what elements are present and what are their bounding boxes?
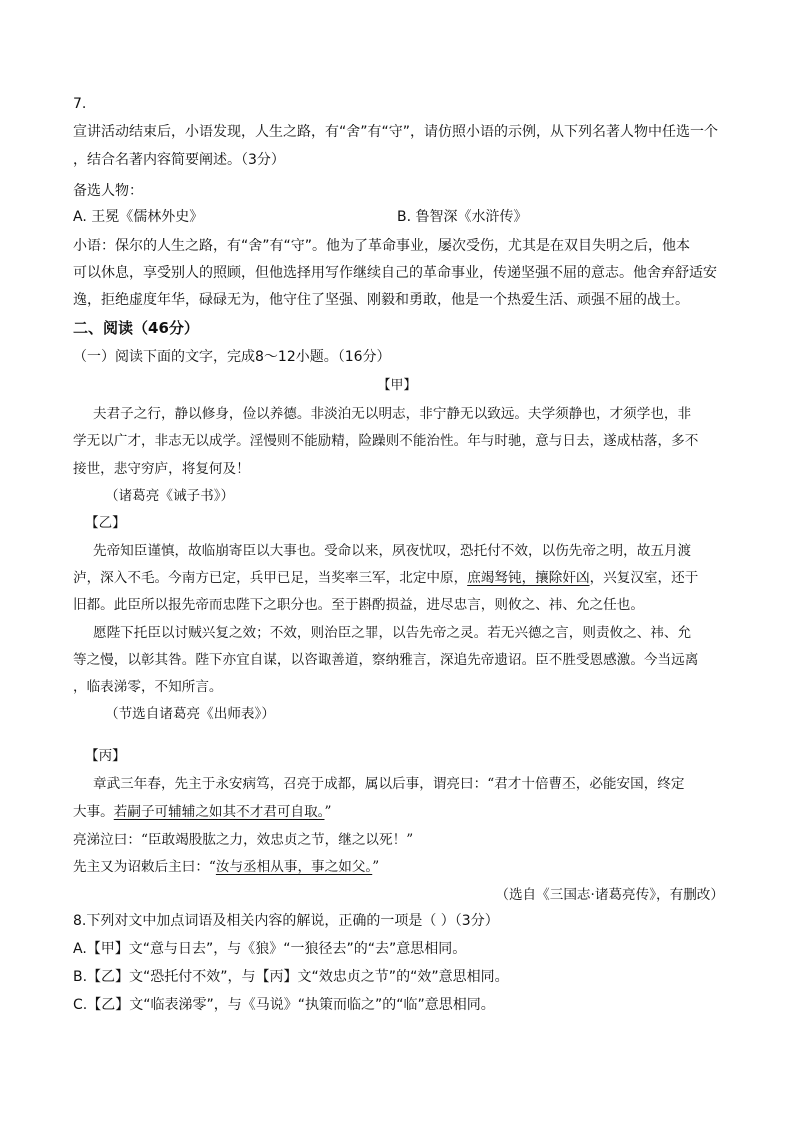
question-8-stem: 8.下列对文中加点词语及相关内容的解说，正确的一项是（ ）（3分） bbox=[73, 913, 499, 929]
option-b: B. 鲁智深《水浒传》 bbox=[397, 209, 528, 225]
passage-yi-line2-end: ，兴复汉室，还于 bbox=[589, 570, 699, 586]
question-8-option-a: A.【甲】文“意与日去”，与《狼》“一狼径去”的“去”意思相同。 bbox=[73, 941, 467, 957]
question-8-option-b: B.【乙】文“恐托付不效”，与【丙】文“效忠贞之节”的“效”意思相同。 bbox=[73, 969, 509, 985]
passage-yi-line2-start: 泸，深入不毛。今南方已定，兵甲已足，当奖率三军，北定中原， bbox=[73, 570, 468, 586]
passage-jia-line1: 夫君子之行，静以修身，俭以养德。非淡泊无以明志，非宁静无以致远。夫学须静也，才须学也，非 bbox=[93, 406, 692, 422]
passage-bing-line2 bbox=[73, 800, 331, 820]
passage-bing-line2-end: ” bbox=[324, 804, 332, 820]
option-a: A. 王冕《儒林外史》 bbox=[73, 209, 204, 225]
passage-yi-line2 bbox=[73, 566, 698, 586]
question-8-option-c: C.【乙】文“临表涕零”，与《马说》“执策而临之”的“临”意思相同。 bbox=[73, 997, 495, 1013]
passage-bing-source: （选自《三国志·诸葛亮传》，有删改） bbox=[495, 887, 724, 903]
part-1-intro: （一）阅读下面的文字，完成8～12小题。（16分） bbox=[73, 349, 391, 365]
example-line1: 小语：保尔的人生之路，有“舍”有“守”。他为了革命事业，屡次受伤，尤其是在双目失明之后，他本 bbox=[73, 238, 691, 254]
passage-yi-line5: 等之慢，以彰其咎。陛下亦宜自谋，以咨诹善道，察纳雅言，深追先帝遗诏。臣不胜受恩感激。今当远离 bbox=[73, 652, 699, 668]
candidates-label: 备选人物： bbox=[73, 183, 143, 199]
passage-jia-line3: 接世，悲守穷庐，将复何及！ bbox=[73, 461, 250, 477]
passage-yi-source: （节选自诸葛亮《出师表》） bbox=[105, 706, 275, 722]
example-line3: 逸，拒绝虚度年华，碌碌无为，他守住了坚强、刚毅和勇敢，他是一个热爱生活、顽强不屈的战士。 bbox=[73, 292, 689, 308]
passage-jia-line2: 学无以广才，非志无以成学。淫慢则不能励精，险躁则不能治性。年与时驰，意与日去，遂成枯落，多不 bbox=[73, 433, 699, 449]
passage-yi-line6: ，临表涕零，不知所言。 bbox=[73, 679, 223, 695]
question-7-prompt-line1: 宣讲活动结束后，小语发现，人生之路，有“舍”有“守”，请仿照小语的示例，从下列名著人物中任选一个 bbox=[73, 124, 719, 140]
section-2-heading: 二、阅读（46分） bbox=[73, 319, 199, 337]
passage-bing-line4-start: 先主又为诏敕后主曰：“ bbox=[73, 859, 216, 875]
underlined-sentence-bing-2: 汝与丞相从事，事之如父。 bbox=[215, 859, 373, 875]
passage-bing-line3: 亮涕泣曰：“臣敢竭股肱之力，效忠贞之节，继之以死！” bbox=[73, 832, 414, 848]
question-7-number: 7. bbox=[73, 96, 87, 112]
passage-yi-line1: 先帝知臣谨慎，故临崩寄臣以大事也。受命以来，夙夜忧叹，恐托付不效，以伤先帝之明，故五月渡 bbox=[93, 543, 692, 559]
underlined-sentence-yi: 庶竭驽钝，攘除奸凶 bbox=[467, 570, 590, 586]
passage-bing-line1: 章武三年春，先主于永安病笃，召亮于成都，属以后事，谓亮曰：“君才十倍曹丕，必能安国，终定 bbox=[93, 776, 685, 792]
passage-bing-label: 【丙】 bbox=[85, 748, 126, 764]
passage-yi-line3: 旧都。此臣所以报先帝而忠陛下之职分也。至于斟酌损益，进尽忠言，则攸之、祎、允之任也。 bbox=[73, 597, 644, 613]
passage-yi-label: 【乙】 bbox=[85, 515, 126, 531]
passage-jia-label: 【甲】 bbox=[377, 378, 417, 393]
example-line2: 可以休息，享受别人的照顾，但他选择用写作继续自己的革命事业，传递坚强不屈的意志。他舍弃舒适安 bbox=[73, 265, 717, 281]
passage-bing-line2-start: 大事。 bbox=[73, 804, 114, 820]
question-7-prompt-line2: ，结合名著内容简要阐述。（3分） bbox=[73, 152, 285, 168]
passage-yi-line4: 愿陛下托臣以讨贼兴复之效；不效，则治臣之罪，以告先帝之灵。若无兴德之言，则责攸之、祎、允 bbox=[93, 625, 692, 641]
passage-bing-line4 bbox=[73, 855, 379, 875]
underlined-sentence-bing-1: 若嗣子可辅辅之如其不才君可自取。 bbox=[113, 804, 325, 820]
passage-jia-source: （诸葛亮《诫子书》） bbox=[105, 488, 235, 504]
passage-bing-line4-end: ” bbox=[372, 859, 380, 875]
